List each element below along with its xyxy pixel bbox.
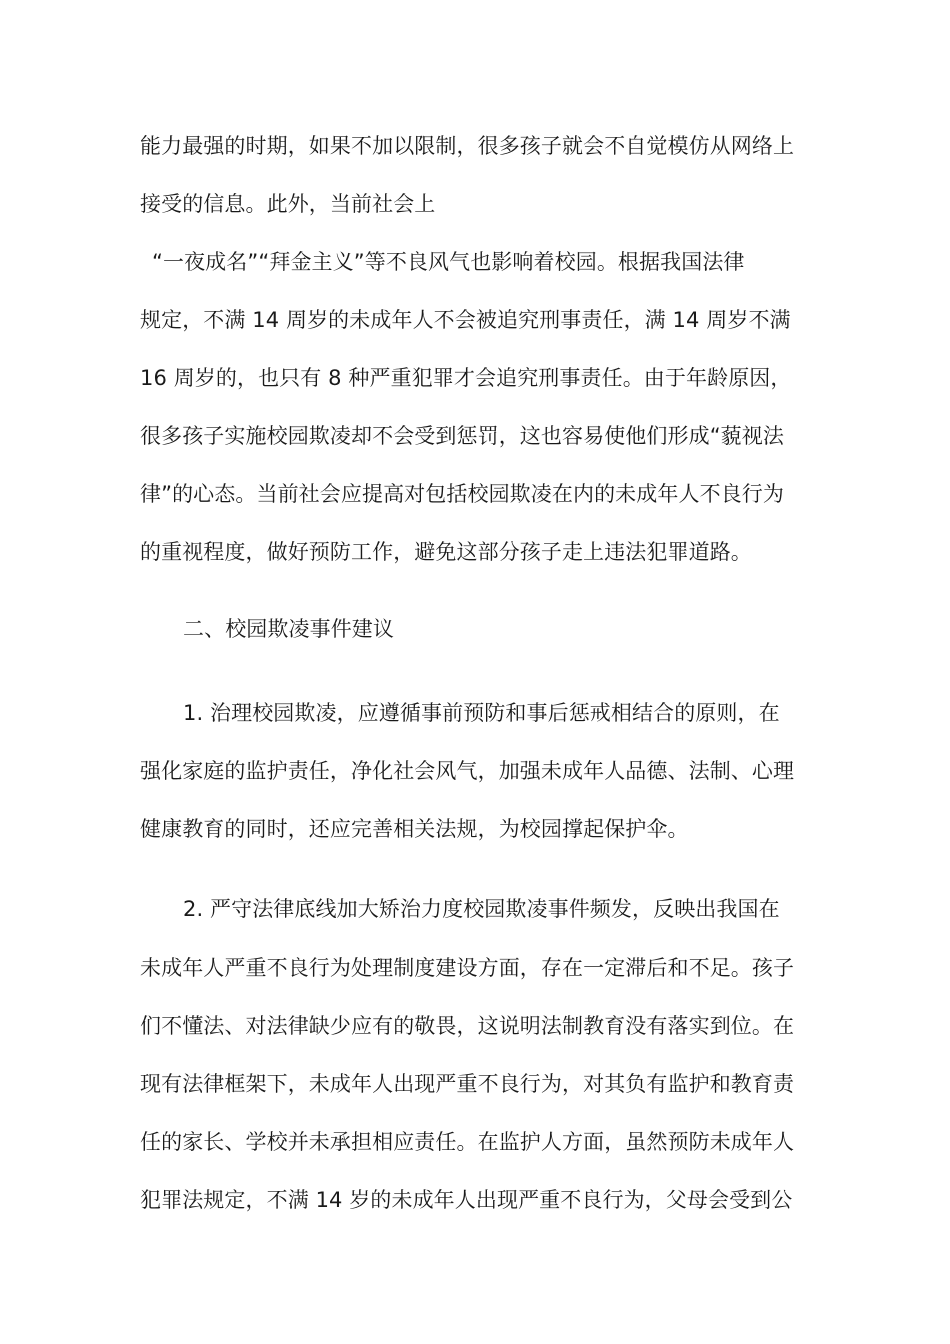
text-line: “一夜成名”“拜金主义”等不良风气也影响着校园。根据我国法律 (152, 250, 745, 274)
text-line: 未成年人严重不良行为处理制度建设方面，存在一定滞后和不足。孩子 (140, 956, 795, 980)
text-line: 任的家长、学校并未承担相应责任。在监护人方面，虽然预防未成年人 (140, 1130, 795, 1154)
text-line: 能力最强的时期，如果不加以限制，很多孩子就会不自觉模仿从网络上 (140, 134, 795, 158)
section-heading: 二、校园欺凌事件建议 (183, 617, 394, 641)
text-line: 规定，不满 14 周岁的未成年人不会被追究刑事责任，满 14 周岁不满 (140, 308, 791, 332)
text-line: 律”的心态。当前社会应提高对包括校园欺凌在内的未成年人不良行为 (140, 482, 784, 506)
text-line: 健康教育的同时，还应完善相关法规，为校园撑起保护伞。 (140, 817, 689, 841)
text-line: 现有法律框架下，未成年人出现严重不良行为，对其负有监护和教育责 (140, 1072, 795, 1096)
text-line: 1. 治理校园欺凌，应遵循事前预防和事后惩戒相结合的原则，在 (183, 701, 780, 725)
text-line: 的重视程度，做好预防工作，避免这部分孩子走上违法犯罪道路。 (140, 540, 752, 564)
text-line: 很多孩子实施校园欺凌却不会受到惩罚，这也容易使他们形成“藐视法 (140, 424, 784, 448)
text-line: 强化家庭的监护责任，净化社会风气，加强未成年人品德、法制、心理 (140, 759, 795, 783)
text-line: 16 周岁的，也只有 8 种严重犯罪才会追究刑事责任。由于年龄原因， (140, 366, 792, 390)
text-line: 2. 严守法律底线加大矫治力度校园欺凌事件频发，反映出我国在 (183, 897, 780, 921)
text-line: 接受的信息。此外，当前社会上 (140, 192, 436, 216)
text-line: 犯罪法规定，不满 14 岁的未成年人出现严重不良行为，父母会受到公 (140, 1188, 793, 1212)
text-line: 们不懂法、对法律缺少应有的敬畏，这说明法制教育没有落实到位。在 (140, 1014, 795, 1038)
